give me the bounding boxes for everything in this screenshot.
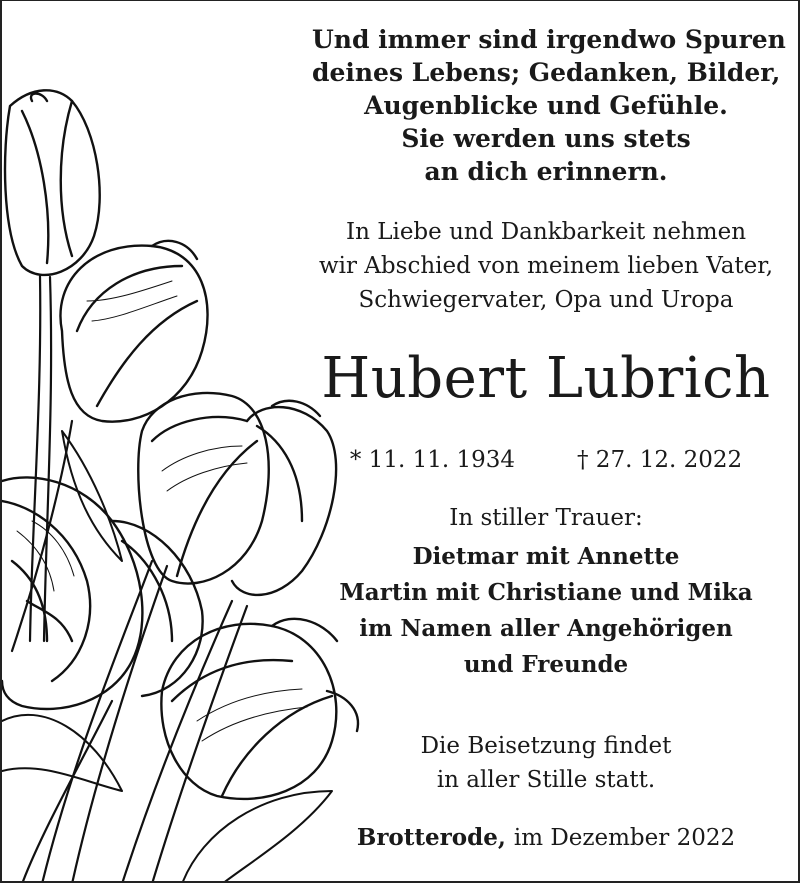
place-town: Brotterode, [356,824,506,851]
tulip-3 [138,393,269,584]
leaf-3 [62,431,122,561]
leaf-2 [182,791,332,883]
leaf-1 [2,715,122,791]
place-date: im Dezember 2022 [513,825,736,851]
memorial-quote [312,23,786,188]
mourner-line: Dietmar mit Annette [412,543,680,570]
death-date: † 27. 12. 2022 [577,447,743,473]
tulip-1 [5,90,100,275]
tulip-stem-5 [72,566,167,883]
mourner-line: und Freunde [463,651,629,678]
intro-line: Schwiegervater, Opa und Uropa [358,287,734,313]
place-and-date [312,821,780,855]
mourners-heading: In stiller Trauer: [449,505,643,531]
burial-line: Die Beisetzung findet [420,733,672,759]
burial-line: in aller Stille statt. [436,767,656,793]
mourners-list [312,539,780,683]
birth-date: * 11. 11. 1934 [349,447,515,473]
quote-line: deines Lebens; Gedanken, Bilder, [312,58,781,87]
farewell-intro [312,215,780,317]
mourner-line: Martin mit Christiane und Mika [339,579,753,606]
quote-line: Sie werden uns stets [401,124,691,153]
quote-line: an dich erinnern. [424,157,668,186]
intro-line: In Liebe und Dankbarkeit nehmen [345,219,747,245]
deceased-name: Hubert Lubrich [321,346,771,411]
tulip-stem-2 [44,277,51,641]
quote-line: Und immer sind irgendwo Spuren [312,25,786,54]
quote-line: Augenblicke und Gefühle. [364,91,728,120]
intro-line: wir Abschied von meinem lieben Vater, [318,253,774,279]
mourner-line: im Namen aller Angehörigen [359,615,733,642]
burial-note [312,729,780,797]
life-dates [312,443,780,477]
